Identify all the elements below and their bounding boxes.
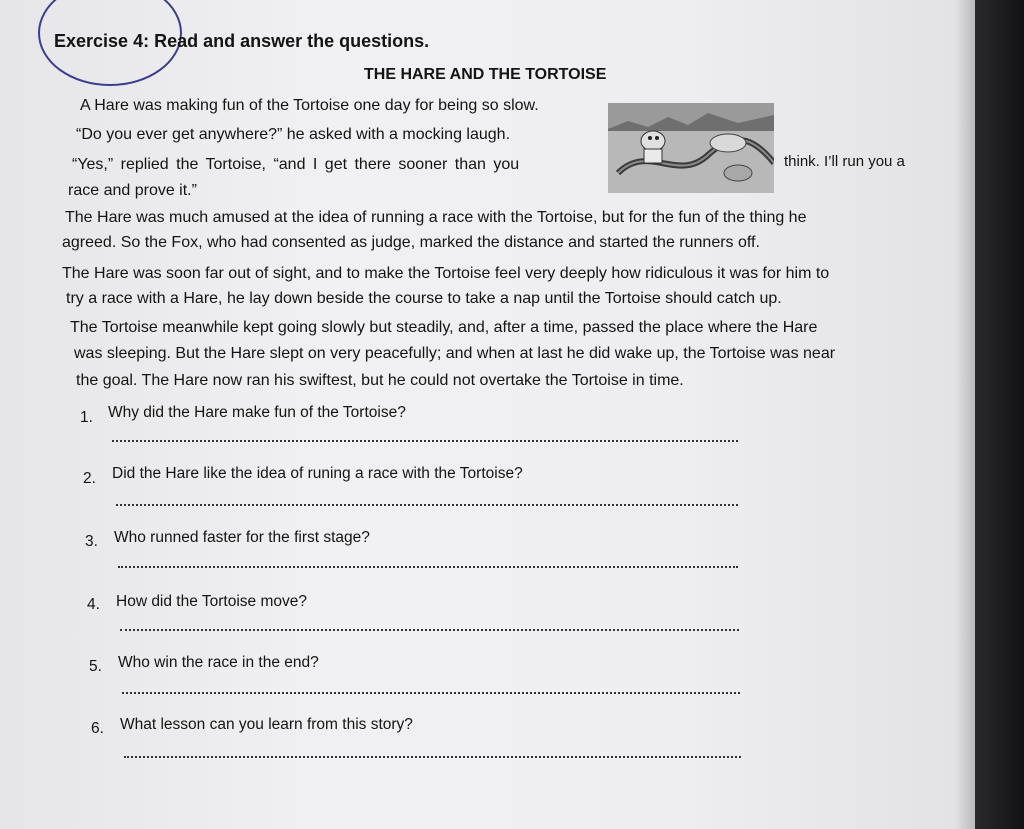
story-line: The Hare was soon far out of sight, and to make the Tortoise feel very deeply how ridiculous it was for him to [62,265,830,282]
page-curl-shadow [955,0,975,829]
question-text: Why did the Hare make fun of the Tortoise? [108,404,406,421]
question-number: 5. [89,658,102,675]
story-line: The Tortoise meanwhile kept going slowly but steadily, and, after a time, passed the place where the Hare [70,319,818,336]
answer-line[interactable] [124,756,741,758]
answer-line[interactable] [120,629,739,631]
question-number: 1. [80,409,93,426]
background-surface [975,0,1024,829]
answer-line[interactable] [122,692,740,694]
story-line: was sleeping. But the Hare slept on very peacefully; and when at last he did wake up, the Tortoise was near [74,345,836,362]
question-number: 6. [91,720,104,737]
story-line: think. I’ll run you a [784,153,905,170]
question-text: Who runned faster for the first stage? [114,529,370,546]
illustration-icon [608,103,774,193]
story-line: try a race with a Hare, he lay down beside the course to take a nap until the Tortoise should catch up. [66,290,782,307]
exercise-title: Exercise 4: Read and answer the questions. [54,31,430,51]
question-number: 4. [87,596,100,613]
story-title: THE HARE AND THE TORTOISE [364,66,607,83]
story-line: The Hare was much amused at the idea of running a race with the Tortoise, but for the fun of the thing he [65,209,807,226]
story-line: race and prove it.” [68,182,197,199]
answer-line[interactable] [116,504,738,506]
story-line: A Hare was making fun of the Tortoise one day for being so slow. [80,97,539,114]
story-line: agreed. So the Fox, who had consented as judge, marked the distance and started the runners off. [62,234,760,251]
story-line: the goal. The Hare now ran his swiftest, but he could not overtake the Tortoise in time. [76,372,684,389]
question-number: 3. [85,533,98,550]
question-text: Who win the race in the end? [118,654,319,671]
question-text: How did the Tortoise move? [116,593,307,610]
story-line: “Yes,” replied the Tortoise, “and I get there sooner than you [72,156,520,173]
hare-tortoise-illustration [608,103,774,193]
story-line: “Do you ever get anywhere?” he asked with a mocking laugh. [76,126,511,143]
answer-line[interactable] [118,566,738,568]
question-number: 2. [83,470,96,487]
question-text: Did the Hare like the idea of runing a race with the Tortoise? [112,465,523,482]
answer-line[interactable] [112,440,738,442]
question-text: What lesson can you learn from this story? [120,716,413,733]
